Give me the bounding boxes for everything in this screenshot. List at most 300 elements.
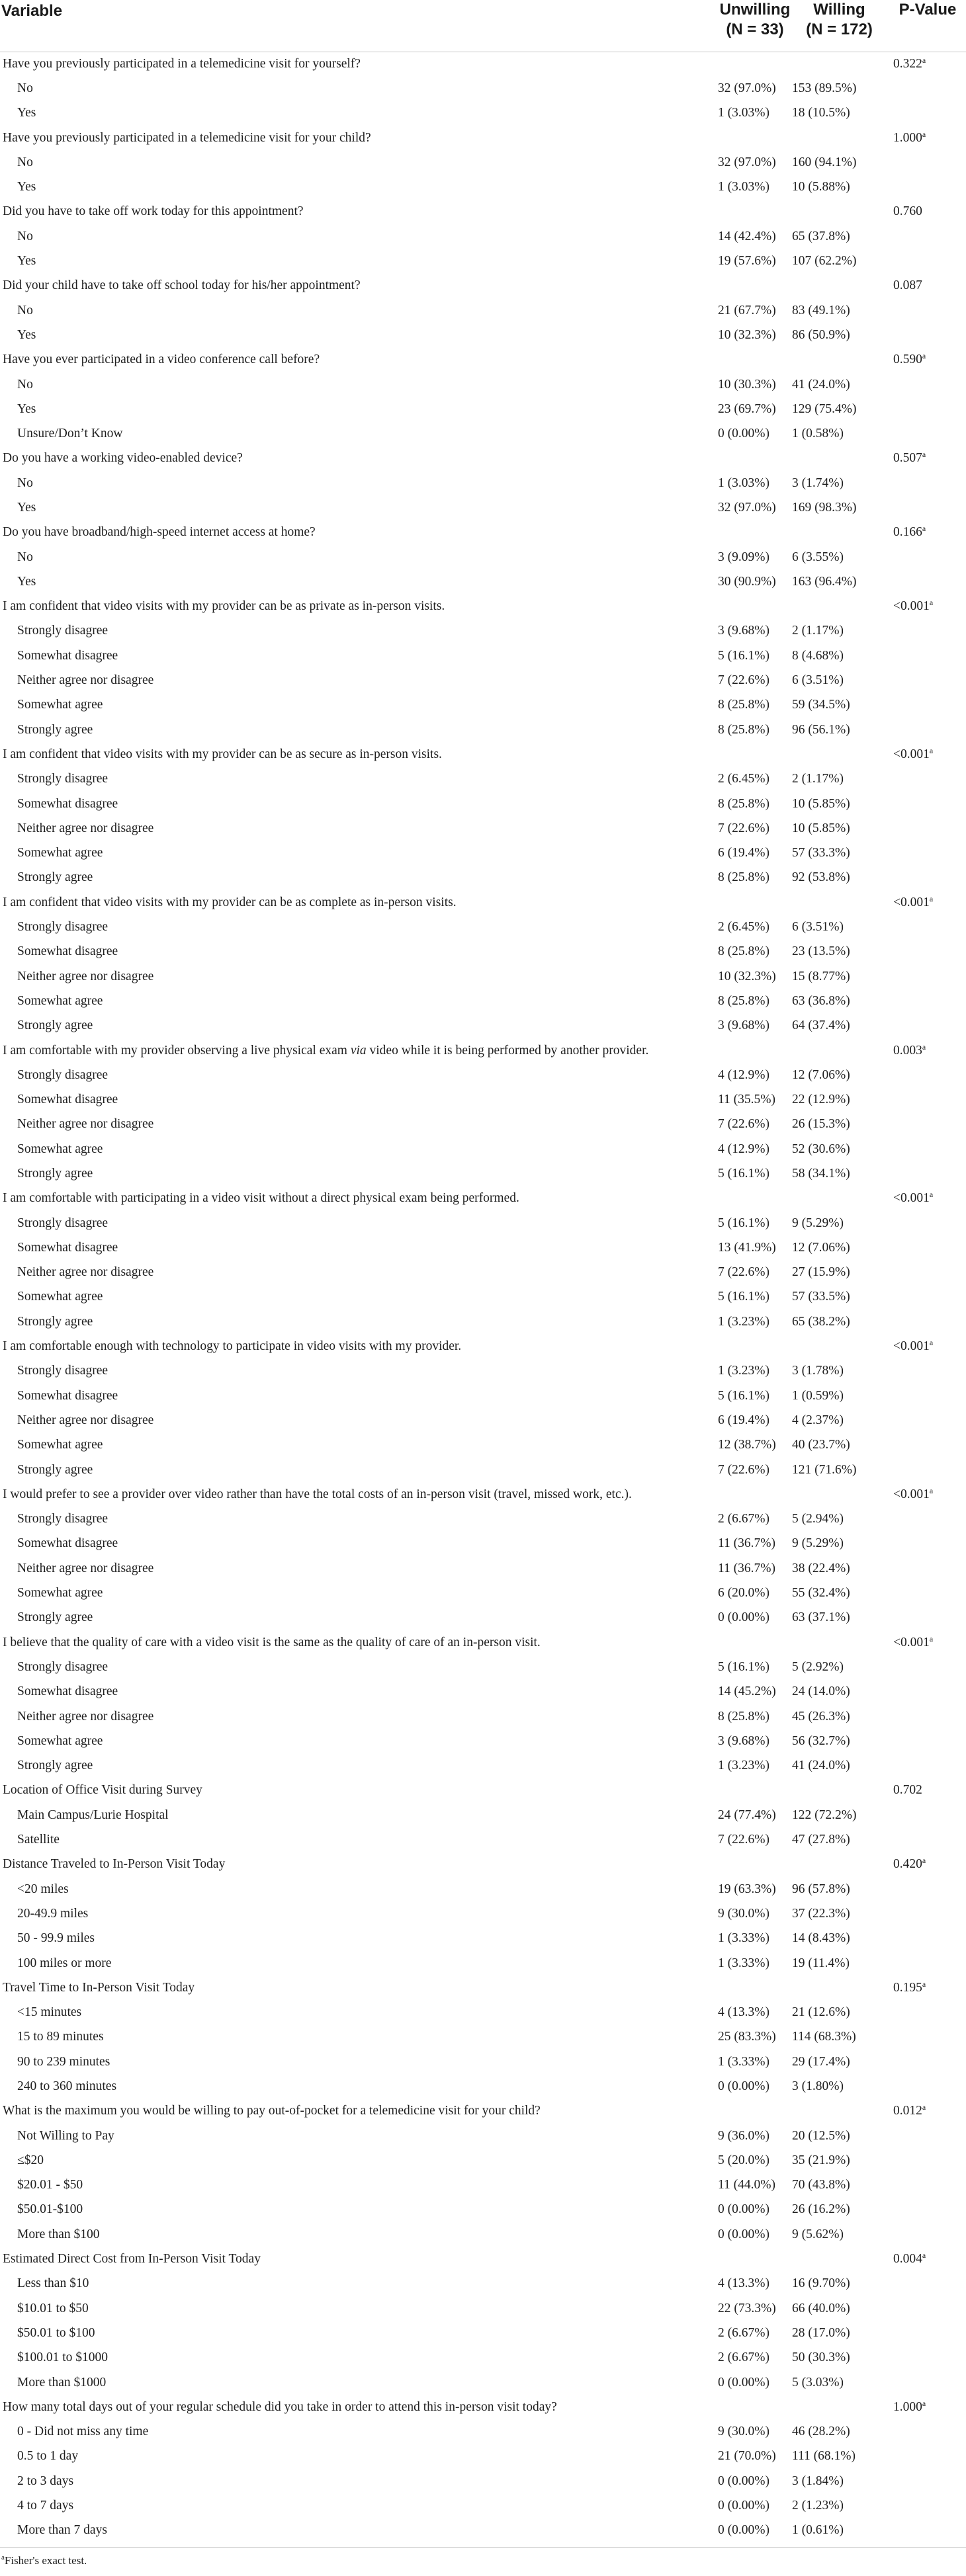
option-row <box>0 2469 966 2493</box>
p-value-cell-empty <box>887 2321 966 2345</box>
option-label: Unsure/Don’t Know <box>17 427 123 441</box>
unwilling-count: 1 (3.03%) <box>718 106 769 120</box>
option-row <box>0 2420 966 2444</box>
p-value-footnote-marker: a <box>929 1190 934 1200</box>
unwilling-cell-empty <box>718 1975 792 2000</box>
option-row <box>0 1458 966 1482</box>
option-row <box>0 2025 966 2050</box>
unwilling-count: 11 (36.7%) <box>718 1561 776 1575</box>
willing-count: 3 (1.84%) <box>792 2473 844 2488</box>
p-value-cell-empty <box>887 964 966 989</box>
question-row <box>0 1334 966 1358</box>
p-value-cell-empty <box>887 1655 966 1679</box>
option-label: Neither agree nor disagree <box>17 1413 154 1427</box>
option-row <box>0 1655 966 1679</box>
option-row <box>0 1877 966 1901</box>
p-value-cell-empty <box>887 2370 966 2395</box>
unwilling-count: 2 (6.45%) <box>718 920 769 935</box>
option-row <box>0 1211 966 1235</box>
unwilling-count: 5 (16.1%) <box>718 1388 769 1403</box>
unwilling-count: 8 (25.8%) <box>718 870 769 885</box>
p-value-cell-empty <box>887 224 966 249</box>
option-label: 50 - 99.9 miles <box>17 1931 95 1946</box>
willing-cell-empty <box>792 1975 887 2000</box>
unwilling-count: 4 (13.3%) <box>718 2005 769 2020</box>
p-value-cell-empty <box>887 1680 966 1704</box>
unwilling-count: 7 (22.6%) <box>718 673 769 688</box>
option-label: Neither agree nor disagree <box>17 673 154 688</box>
unwilling-count: 5 (16.1%) <box>718 1659 769 1674</box>
unwilling-count: 8 (25.8%) <box>718 698 769 712</box>
option-row <box>0 1581 966 1605</box>
p-value-cell-empty <box>887 495 966 520</box>
option-row <box>0 1827 966 1852</box>
p-value-cell-empty <box>887 249 966 273</box>
unwilling-count: 3 (9.68%) <box>718 1018 769 1033</box>
p-value-cell-empty <box>887 841 966 866</box>
p-value-cell-empty <box>887 1458 966 1482</box>
p-value-cell-empty <box>887 372 966 397</box>
unwilling-cell-empty <box>718 200 792 224</box>
unwilling-count: 0 (0.00%) <box>718 1610 769 1625</box>
option-row <box>0 644 966 668</box>
p-value-cell <box>887 1482 966 1507</box>
unwilling-cell-empty <box>718 52 792 76</box>
p-value-cell-empty <box>887 323 966 347</box>
option-label: Main Campus/Lurie Hospital <box>17 1807 169 1822</box>
p-value-footnote-marker: a <box>922 55 926 65</box>
option-row <box>0 619 966 644</box>
unwilling-count: 10 (32.3%) <box>718 969 776 983</box>
option-row <box>0 298 966 323</box>
p-value-cell-empty <box>887 2272 966 2296</box>
p-value-cell-empty <box>887 1556 966 1581</box>
unwilling-count: 1 (3.33%) <box>718 2054 769 2069</box>
unwilling-count: 6 (19.4%) <box>718 846 769 860</box>
option-label: No <box>17 303 33 317</box>
willing-count: 3 (1.80%) <box>792 2079 844 2093</box>
unwilling-count: 5 (16.1%) <box>718 1290 769 1304</box>
p-value-cell-empty <box>887 1433 966 1458</box>
question-label: Have you previously participated in a telemedicine visit for your child? <box>3 130 371 145</box>
option-label: $10.01 to $50 <box>17 2301 89 2315</box>
unwilling-count: 14 (42.4%) <box>718 229 776 243</box>
option-label: $50.01-$100 <box>17 2202 83 2217</box>
p-value-cell-empty <box>887 2222 966 2247</box>
willing-cell-empty <box>792 446 887 471</box>
willing-count: 12 (7.06%) <box>792 1067 850 1082</box>
option-row <box>0 2346 966 2370</box>
willing-count: 70 (43.8%) <box>792 2178 850 2192</box>
table-body <box>0 52 966 2543</box>
unwilling-count: 7 (22.6%) <box>718 821 769 835</box>
question-row <box>0 595 966 619</box>
question-label: Do you have broadband/high-speed internet access at home? <box>3 525 316 540</box>
option-label: Strongly disagree <box>17 1216 109 1230</box>
willing-count: 129 (75.4%) <box>792 401 857 416</box>
unwilling-cell-empty <box>718 446 792 471</box>
option-row <box>0 1408 966 1433</box>
p-value-cell-empty <box>887 2469 966 2493</box>
question-label: I am confident that video visits with my provider can be as private as in-person visits. <box>3 599 445 614</box>
unwilling-count: 1 (3.03%) <box>718 180 769 194</box>
unwilling-count: 2 (6.45%) <box>718 772 769 786</box>
p-value-cell-empty <box>887 1901 966 1926</box>
p-value-cell-empty <box>887 767 966 792</box>
question-label: Did you have to take off work today for this appointment? <box>3 204 304 219</box>
option-label: Somewhat agree <box>17 1290 103 1304</box>
willing-cell-empty <box>792 200 887 224</box>
question-label: Have you previously participated in a telemedicine visit for yourself? <box>0 52 718 76</box>
p-value-cell-empty <box>887 1803 966 1827</box>
option-label: 100 miles or more <box>17 1956 112 1970</box>
option-label: Somewhat agree <box>17 1733 103 1748</box>
option-label: Somewhat disagree <box>17 1684 118 1699</box>
p-value-cell <box>887 1630 966 1655</box>
option-label: Somewhat disagree <box>17 796 118 811</box>
option-row <box>0 1951 966 1975</box>
willing-count: 41 (24.0%) <box>792 377 850 392</box>
p-value-footnote-marker: a <box>929 745 934 755</box>
question-row <box>0 200 966 224</box>
option-row <box>0 1384 966 1408</box>
p-value-cell-empty <box>887 792 966 816</box>
option-label: 2 to 3 days <box>17 2473 74 2488</box>
option-row <box>0 2321 966 2345</box>
option-row <box>0 2296 966 2321</box>
unwilling-count: 2 (6.67%) <box>718 2325 769 2340</box>
option-row <box>0 816 966 841</box>
willing-cell-empty <box>792 2099 887 2124</box>
p-value-cell-empty <box>887 1753 966 1778</box>
willing-count: 114 (68.3%) <box>792 2030 856 2044</box>
willing-count: 29 (17.4%) <box>792 2054 850 2069</box>
option-row <box>0 1556 966 1581</box>
option-label: <20 miles <box>17 1882 69 1896</box>
unwilling-count: 5 (16.1%) <box>718 1216 769 1230</box>
p-value: 0.590 <box>893 353 922 367</box>
option-row <box>0 915 966 939</box>
option-row <box>0 2124 966 2148</box>
unwilling-count: 0 (0.00%) <box>718 2227 769 2241</box>
p-value-cell <box>887 595 966 619</box>
willing-count: 3 (1.74%) <box>792 476 844 490</box>
question-row <box>0 1630 966 1655</box>
willing-count: 47 (27.8%) <box>792 1833 850 1847</box>
unwilling-cell-empty <box>718 1186 792 1211</box>
unwilling-cell-empty <box>718 348 792 372</box>
p-value: <0.001 <box>893 747 930 761</box>
willing-count: 3 (1.78%) <box>792 1364 844 1378</box>
option-row <box>0 1803 966 1827</box>
header-willing-n: (N = 172) <box>806 21 873 38</box>
p-value-cell-empty <box>887 2198 966 2222</box>
unwilling-count: 2 (6.67%) <box>718 1512 769 1526</box>
willing-cell-empty <box>792 595 887 619</box>
p-value-cell <box>887 2395 966 2419</box>
option-label: Strongly disagree <box>17 920 109 935</box>
p-value-cell-empty <box>887 397 966 421</box>
p-value-cell-empty <box>887 298 966 323</box>
option-row <box>0 718 966 742</box>
question-row <box>0 1186 966 1211</box>
p-value-cell-empty <box>887 1063 966 1087</box>
option-label: Somewhat agree <box>17 1586 103 1600</box>
question-label: Did your child have to take off school today for his/her appointment? <box>3 278 361 293</box>
willing-cell-empty <box>792 2395 887 2419</box>
p-value-cell-empty <box>887 2346 966 2370</box>
option-row <box>0 1927 966 1951</box>
willing-count: 96 (56.1%) <box>792 722 850 737</box>
p-value-cell-empty <box>887 2444 966 2469</box>
p-value-footnote-marker: a <box>922 450 926 460</box>
willing-count: 50 (30.3%) <box>792 2350 850 2365</box>
p-value-cell-empty <box>887 693 966 718</box>
option-row <box>0 1753 966 1778</box>
option-row <box>0 2272 966 2296</box>
option-row <box>0 2148 966 2173</box>
option-label: Yes <box>17 401 36 416</box>
p-value-cell-empty <box>887 1285 966 1309</box>
willing-cell-empty <box>792 1186 887 1211</box>
header-variable: Variable <box>1 2 63 20</box>
p-value-cell-empty <box>887 1359 966 1384</box>
option-label: Strongly agree <box>17 1018 93 1033</box>
option-label: 0.5 to 1 day <box>17 2449 79 2464</box>
willing-count: 35 (21.9%) <box>792 2153 850 2167</box>
p-value: <0.001 <box>893 1487 930 1501</box>
willing-cell-empty <box>792 274 887 298</box>
question-row <box>0 2395 966 2419</box>
option-row <box>0 2000 966 2024</box>
option-label: No <box>17 155 33 169</box>
question-row <box>0 742 966 767</box>
unwilling-count: 13 (41.9%) <box>718 1240 776 1255</box>
unwilling-count: 4 (12.9%) <box>718 1067 769 1082</box>
willing-cell-empty <box>792 1852 887 1877</box>
option-label: $20.01 - $50 <box>17 2178 83 2192</box>
p-value-cell <box>887 126 966 150</box>
question-label: I am confident that video visits with my provider can be as secure as in-person visits. <box>3 747 442 761</box>
unwilling-count: 5 (20.0%) <box>718 2153 769 2167</box>
table-header <box>0 0 966 52</box>
p-value-footnote-marker: a <box>922 129 926 139</box>
willing-cell-empty <box>792 1630 887 1655</box>
unwilling-count: 19 (57.6%) <box>718 254 776 269</box>
question-row <box>0 1038 966 1063</box>
unwilling-count: 7 (22.6%) <box>718 1833 769 1847</box>
p-value-cell <box>887 1334 966 1358</box>
p-value-cell-empty <box>887 2518 966 2543</box>
p-value: <0.001 <box>893 895 930 909</box>
willing-count: 86 (50.9%) <box>792 327 850 342</box>
willing-count: 52 (30.6%) <box>792 1142 850 1156</box>
unwilling-count: 1 (3.33%) <box>718 1931 769 1946</box>
willing-count: 58 (34.1%) <box>792 1167 850 1181</box>
p-value-footnote-marker: a <box>929 893 934 903</box>
option-row <box>0 2198 966 2222</box>
question-row <box>0 52 966 76</box>
unwilling-count: 1 (3.23%) <box>718 1364 769 1378</box>
p-value-cell-empty <box>887 1161 966 1186</box>
p-value: 1.000 <box>893 2399 922 2414</box>
willing-count: 19 (11.4%) <box>792 1956 850 1970</box>
option-row <box>0 1014 966 1038</box>
option-label: Less than $10 <box>17 2276 89 2291</box>
header-unwilling-n: (N = 33) <box>726 21 784 38</box>
question-label: I am confident that video visits with my provider can be as complete as in-person visits. <box>3 895 457 909</box>
willing-count: 65 (37.8%) <box>792 229 850 243</box>
unwilling-count: 32 (97.0%) <box>718 155 776 169</box>
p-value-cell-empty <box>887 2420 966 2444</box>
unwilling-count: 11 (35.5%) <box>718 1093 776 1107</box>
p-value-footnote-marker: a <box>922 2251 926 2261</box>
option-row <box>0 940 966 964</box>
option-row <box>0 668 966 692</box>
willing-count: 2 (1.17%) <box>792 772 844 786</box>
willing-count: 41 (24.0%) <box>792 1759 850 1773</box>
p-value-cell-empty <box>887 989 966 1013</box>
unwilling-count: 23 (69.7%) <box>718 401 776 416</box>
willing-count: 2 (1.17%) <box>792 624 844 638</box>
option-row <box>0 964 966 989</box>
p-value: 0.003 <box>893 1043 922 1058</box>
option-label: Strongly agree <box>17 870 93 885</box>
willing-count: 26 (16.2%) <box>792 2202 850 2217</box>
unwilling-count: 0 (0.00%) <box>718 2375 769 2389</box>
p-value-cell-empty <box>887 644 966 668</box>
option-label: No <box>17 229 33 243</box>
option-row <box>0 1261 966 1285</box>
option-label: Somewhat disagree <box>17 1240 118 1255</box>
unwilling-cell-empty <box>718 2247 792 2271</box>
option-label: Somewhat disagree <box>17 1388 118 1403</box>
p-value-cell-empty <box>887 421 966 446</box>
question-label: Estimated Direct Cost from In-Person Visit Today <box>3 2252 261 2266</box>
willing-count: 10 (5.85%) <box>792 821 850 835</box>
option-row <box>0 989 966 1013</box>
unwilling-count: 10 (32.3%) <box>718 327 776 342</box>
option-label: Strongly agree <box>17 1759 93 1773</box>
p-value-cell <box>887 1852 966 1877</box>
willing-count: 1 (0.61%) <box>792 2523 844 2538</box>
option-row <box>0 1433 966 1458</box>
willing-cell-empty <box>792 2247 887 2271</box>
p-value-cell-empty <box>887 1408 966 1433</box>
p-value-cell-empty <box>887 1137 966 1161</box>
option-label: Strongly disagree <box>17 624 109 638</box>
p-value: 0.507 <box>893 451 922 466</box>
question-label: I am comfortable enough with technology to participate in video visits with my provider. <box>3 1339 462 1354</box>
option-label: 20-49.9 miles <box>17 1906 89 1921</box>
willing-count: 92 (53.8%) <box>792 870 850 885</box>
option-label: Somewhat disagree <box>17 1536 118 1551</box>
option-label: 0 - Did not miss any time <box>17 2425 149 2439</box>
willing-count: 107 (62.2%) <box>792 254 857 269</box>
option-row <box>0 1729 966 1753</box>
willing-count: 122 (72.2%) <box>792 1807 857 1822</box>
unwilling-cell-empty <box>718 2395 792 2419</box>
unwilling-count: 12 (38.7%) <box>718 1438 776 1452</box>
willing-cell-empty <box>792 52 887 76</box>
question-label: What is the maximum you would be willing to pay out-of-pocket for a telemedicine visit for your child? <box>3 2104 541 2118</box>
option-label: Yes <box>17 500 36 515</box>
unwilling-cell-empty <box>718 1778 792 1803</box>
p-value: 0.702 <box>893 1783 922 1798</box>
header-willing-label: Willing <box>813 1 865 19</box>
willing-cell-empty <box>792 1778 887 1803</box>
unwilling-count: 5 (16.1%) <box>718 648 769 663</box>
p-value-footnote-marker: a <box>922 351 926 361</box>
p-value: 0.195 <box>893 1980 922 1995</box>
option-row <box>0 1137 966 1161</box>
option-label: Somewhat agree <box>17 1438 103 1452</box>
unwilling-count: 0 (0.00%) <box>718 2499 769 2513</box>
willing-cell-empty <box>792 742 887 767</box>
p-value-cell-empty <box>887 1507 966 1532</box>
option-label: Somewhat agree <box>17 993 103 1008</box>
unwilling-count: 3 (9.68%) <box>718 1733 769 1748</box>
option-row <box>0 792 966 816</box>
unwilling-count: 9 (30.0%) <box>718 1906 769 1921</box>
p-value: 0.087 <box>893 278 922 293</box>
option-label: Somewhat agree <box>17 698 103 712</box>
option-label: Neither agree nor disagree <box>17 1117 154 1132</box>
p-value-cell-empty <box>887 1729 966 1753</box>
unwilling-count: 24 (77.4%) <box>718 1807 776 1822</box>
option-row <box>0 1285 966 1309</box>
p-value-cell <box>887 1038 966 1063</box>
willing-count: 12 (7.06%) <box>792 1240 850 1255</box>
p-value-cell <box>887 1778 966 1803</box>
unwilling-count: 0 (0.00%) <box>718 2079 769 2093</box>
willing-count: 1 (0.59%) <box>792 1388 844 1403</box>
willing-count: 18 (10.5%) <box>792 106 850 120</box>
willing-count: 38 (22.4%) <box>792 1561 850 1575</box>
option-row <box>0 2493 966 2518</box>
header-unwilling <box>718 0 792 52</box>
question-label: Location of Office Visit during Survey <box>3 1783 202 1798</box>
option-label: Neither agree nor disagree <box>17 969 154 983</box>
emphasis-via: via <box>350 1043 367 1058</box>
willing-count: 64 (37.4%) <box>792 1018 850 1033</box>
unwilling-cell-empty <box>718 595 792 619</box>
p-value-cell-empty <box>887 1309 966 1334</box>
option-label: Neither agree nor disagree <box>17 1709 154 1724</box>
willing-count: 6 (3.55%) <box>792 550 844 564</box>
option-label: 240 to 360 minutes <box>17 2079 117 2093</box>
willing-count: 153 (89.5%) <box>792 81 857 95</box>
p-value-cell-empty <box>887 545 966 569</box>
p-value-cell-empty <box>887 2050 966 2074</box>
unwilling-count: 19 (63.3%) <box>718 1882 776 1896</box>
question-row <box>0 1852 966 1877</box>
p-value-cell-empty <box>887 1581 966 1605</box>
option-label: Yes <box>17 106 36 120</box>
willing-count: 46 (28.2%) <box>792 2425 850 2439</box>
willing-count: 2 (1.23%) <box>792 2499 844 2513</box>
p-value-footnote-marker: a <box>922 1042 926 1052</box>
question-label: I am comfortable with participating in a video visit without a direct physical exam being performed. <box>3 1191 519 1206</box>
unwilling-count: 8 (25.8%) <box>718 1709 769 1724</box>
option-label: 4 to 7 days <box>17 2499 74 2513</box>
willing-count: 40 (23.7%) <box>792 1438 850 1452</box>
p-value-cell <box>887 890 966 915</box>
option-label: <15 minutes <box>17 2005 82 2020</box>
p-value-cell <box>887 2099 966 2124</box>
willing-count: 9 (5.62%) <box>792 2227 844 2241</box>
option-label: Strongly agree <box>17 1314 93 1329</box>
